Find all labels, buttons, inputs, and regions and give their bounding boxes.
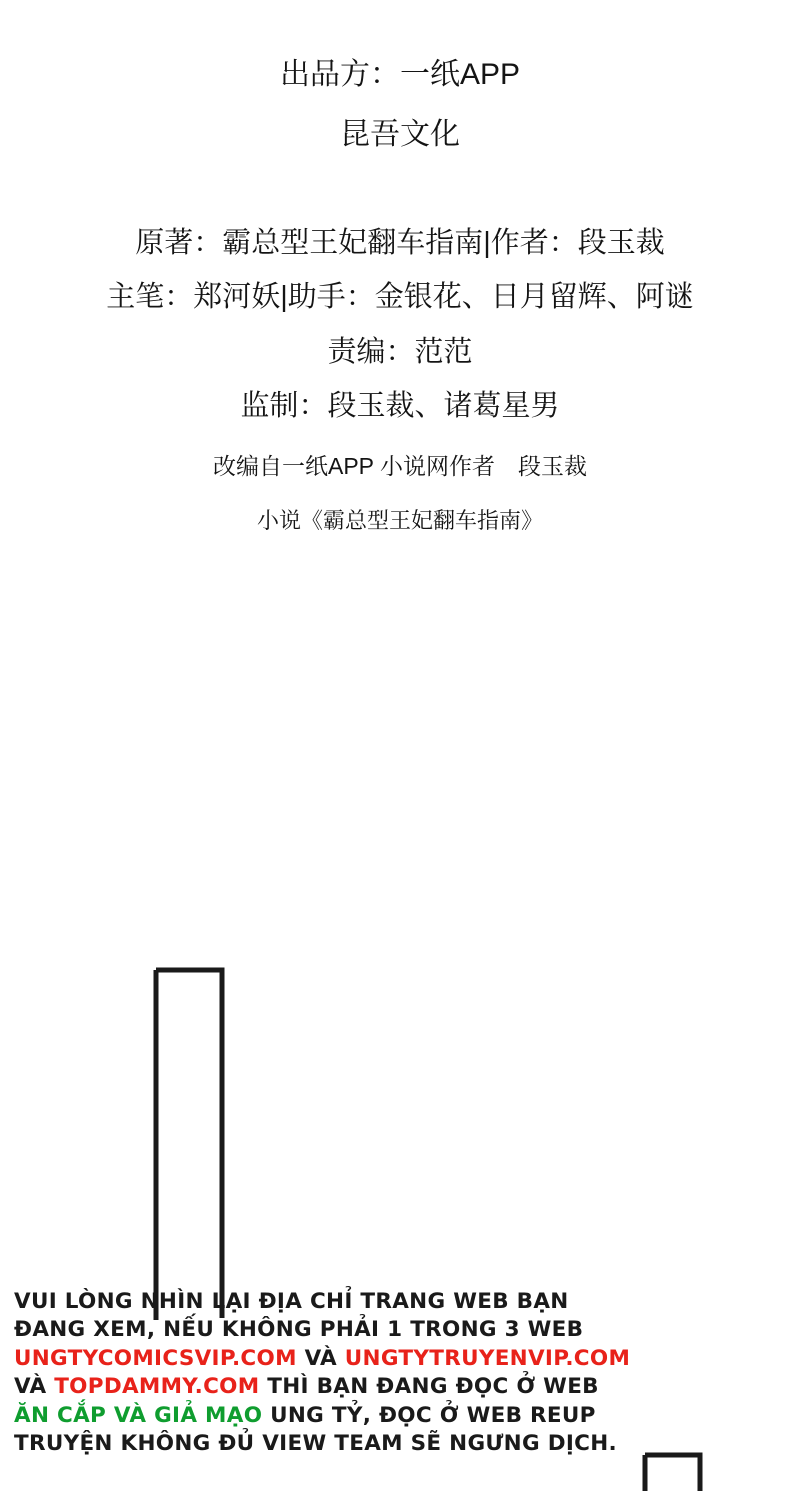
credit-original-work: 原著：霸总型王妃翻车指南|作者：段玉裁	[135, 227, 665, 259]
notice-site-2: UNGTYTRUYENVIP.COM	[344, 1345, 631, 1371]
credit-novel-note: 小说《霸总型王妃翻车指南》	[256, 507, 543, 533]
notice-line-6: TRUYỆN KHÔNG ĐỦ VIEW TEAM SẼ NGƯNG DỊCH.	[14, 1430, 617, 1456]
notice-line-3	[14, 1345, 631, 1373]
credit-supervisor: 监制：段玉裁、诸葛星男	[240, 389, 560, 422]
piracy-notice	[14, 1288, 631, 1458]
notice-site-3: TOPDAMMY.COM	[54, 1374, 260, 1400]
credits-block	[0, 0, 800, 534]
notice-line-4	[14, 1373, 599, 1401]
notice-conj-2: VÀ	[14, 1374, 47, 1400]
notice-line-5	[14, 1402, 596, 1430]
notice-conj-1: VÀ	[304, 1345, 337, 1371]
notice-line-2: ĐANG XEM, NẾU KHÔNG PHẢI 1 TRONG 3 WEB	[14, 1317, 584, 1343]
credit-producer-company: 昆吾文化	[340, 117, 460, 151]
notice-tail-2: UNG TỶ, ĐỌC Ở WEB REUP	[270, 1402, 596, 1428]
notice-site-1: UNGTYCOMICSVIP.COM	[14, 1345, 297, 1371]
notice-warning-emphasis: ĂN CẮP VÀ GIẢ MẠO	[14, 1402, 263, 1428]
pillar-outline-icon	[156, 970, 222, 1320]
notice-line-1: VUI LÒNG NHÌN LẠI ĐỊA CHỈ TRANG WEB BẠN	[14, 1289, 569, 1314]
credit-editor: 责编：范范	[327, 335, 473, 368]
small-panel-outline-icon	[645, 1455, 700, 1491]
credit-producer-label: 出品方：一纸APP	[279, 58, 521, 91]
credit-main-artist: 主笔：郑河妖|助手：金银花、日月留辉、阿谜	[106, 281, 694, 314]
credit-adaptation-note: 改编自一纸APP 小说网作者 段玉裁	[213, 453, 587, 479]
notice-tail-1: THÌ BẠN ĐANG ĐỌC Ở WEB	[267, 1374, 599, 1400]
